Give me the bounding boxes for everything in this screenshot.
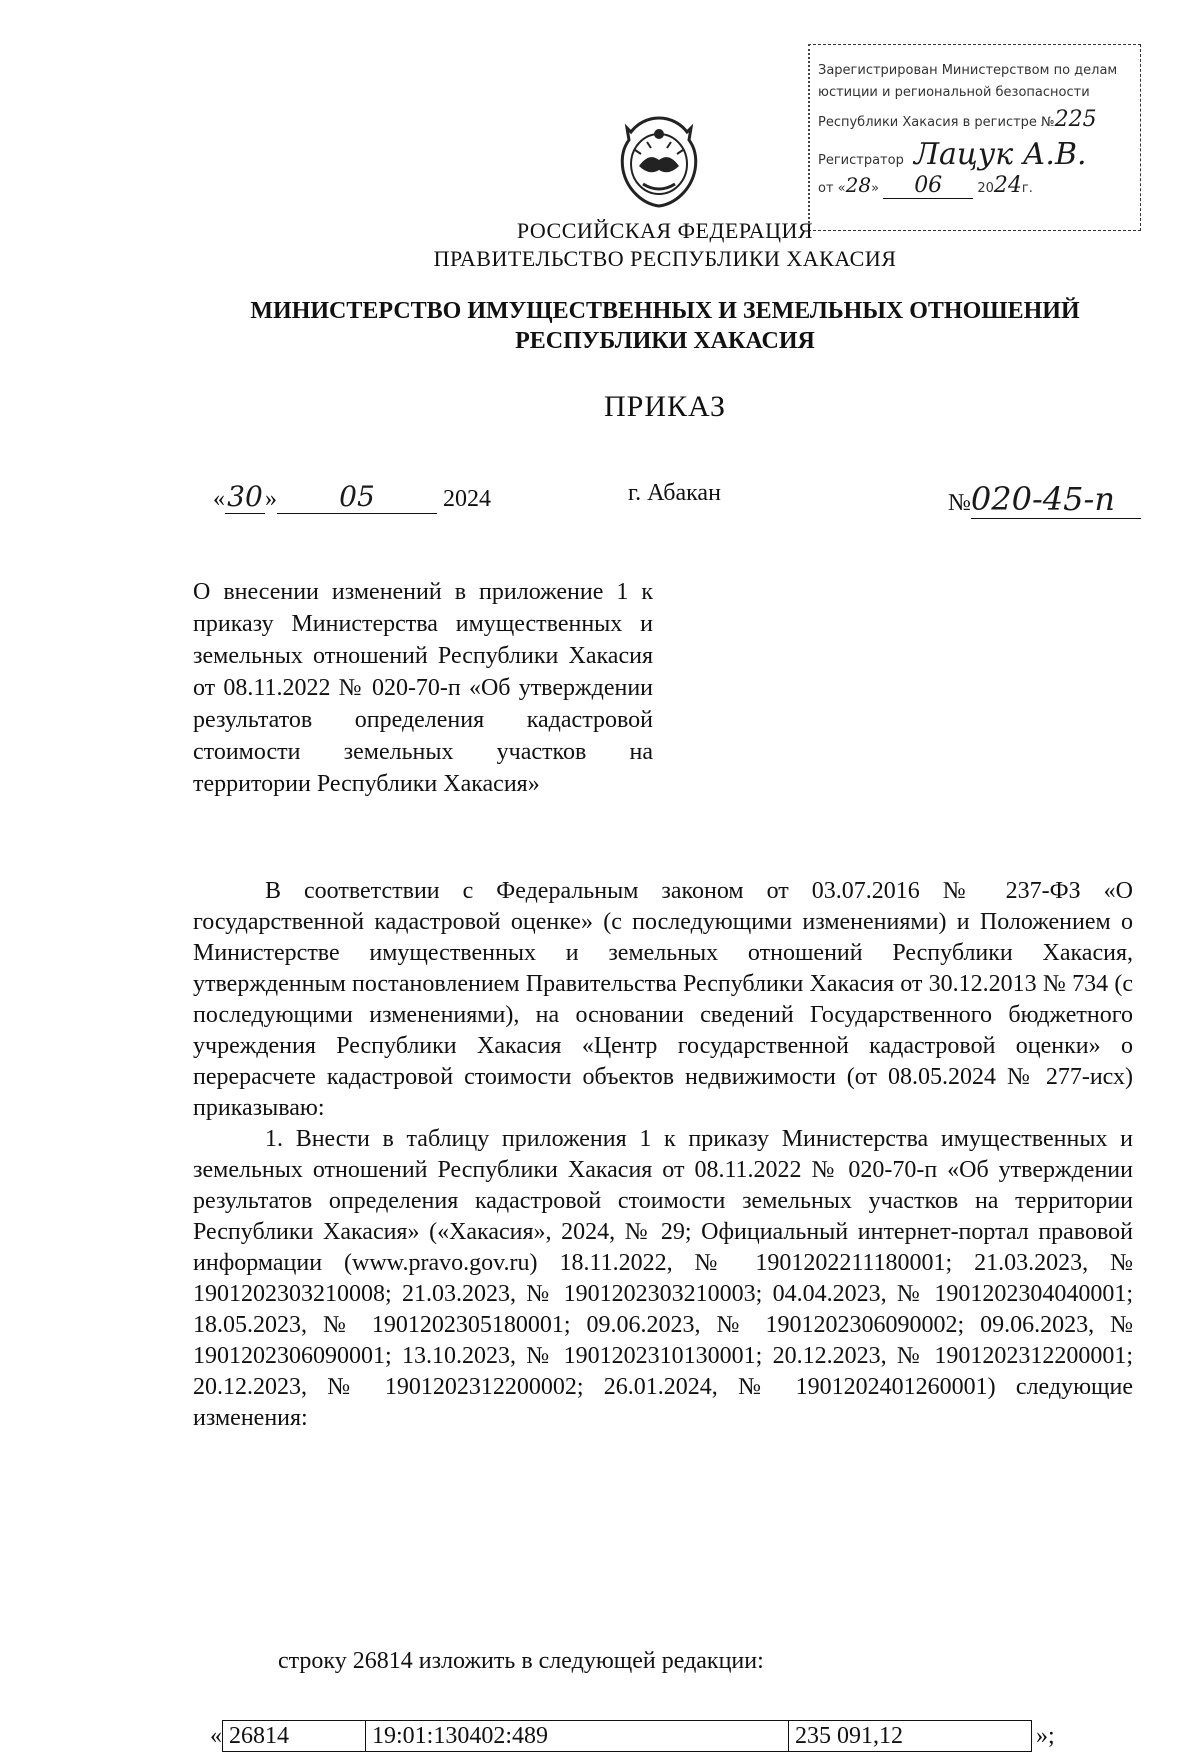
date-close-quote: » xyxy=(265,486,277,512)
stamp-line-2: юстиции и региональной безопасности xyxy=(818,85,1090,100)
government-heading: ПРАВИТЕЛЬСТВО РЕСПУБЛИКИ ХАКАСИЯ xyxy=(433,246,897,271)
stamp-date-year-suffix: 24 xyxy=(993,173,1022,198)
table-close: »; xyxy=(1036,1722,1055,1749)
stamp-line-1: Зарегистрирован Министерством по делам xyxy=(818,63,1118,78)
order-city: г. Абакан xyxy=(628,480,721,506)
amendment-table xyxy=(222,1720,1032,1752)
table-row xyxy=(223,1721,1032,1752)
stamp-date-row xyxy=(818,173,1033,199)
stamp-date-day: 28 xyxy=(845,173,872,197)
ministry-title-line-2: РЕСПУБЛИКИ ХАКАСИЯ xyxy=(515,328,815,354)
registration-stamp xyxy=(808,44,1141,231)
stamp-date-year-unit: г. xyxy=(1021,181,1033,196)
stamp-register-number: 225 xyxy=(1054,107,1097,132)
order-number-block xyxy=(948,480,1141,519)
stamp-registrar-label: Регистратор xyxy=(818,153,904,168)
order-body xyxy=(193,876,1133,1434)
order-month: 05 xyxy=(277,480,437,514)
stamp-registrar-row xyxy=(818,137,1087,172)
table-cell-row-number: 26814 xyxy=(223,1721,366,1752)
document-type-heading: ПРИКАЗ xyxy=(604,390,726,423)
stamp-register-prefix: Республики Хакасия в регистре № xyxy=(818,115,1055,130)
stamp-date-month: 06 xyxy=(883,173,973,199)
coat-of-arms-emblem xyxy=(617,114,701,210)
stamp-date-year-prefix: 20 xyxy=(977,181,994,196)
number-sign: № xyxy=(948,490,971,516)
stamp-line-3 xyxy=(818,107,1097,132)
amendment-table-block xyxy=(210,1720,1055,1752)
stamp-date-quote: » xyxy=(871,181,880,196)
body-paragraph-1: В соответствии с Федеральным законом от 03.07.2016 № 237-ФЗ «О государственной кадастровой оценке» (с последующими изменениями) и Положением о Министерстве имущественных и земельных отношений Республики Хакасия, утвержденным постановлением Правительства Республики Хакасия от 30.12.2013 № 734 (с последующими изменениями), на основании сведений Государственного бюджетного учреждения Республики Хакасия «Центр государственной кадастровой оценки» о перерасчете кадастровой стоимости объектов недвижимости (от 08.05.2024 № 277-исх) приказываю: xyxy=(193,878,1133,1121)
table-cell-cadastral-value: 235 091,12 xyxy=(789,1721,1032,1752)
order-subject: О внесении изменений в приложение 1 к приказу Министерства имущественных и земельных отношений Республики Хакасия от 08.11.2022 № 020-70-п «Об утверждении результатов определения кадастровой стоимости земельных участков на территории Республики Хакасия» xyxy=(193,579,653,797)
ministry-title xyxy=(0,296,1200,356)
stamp-date-prefix: от « xyxy=(818,181,846,196)
order-number: 020-45-п xyxy=(971,480,1141,519)
ministry-title-line-1: МИНИСТЕРСТВО ИМУЩЕСТВЕННЫХ И ЗЕМЕЛЬНЫХ ОТНОШЕНИЙ xyxy=(250,298,1080,324)
table-cell-cadastral-number: 19:01:130402:489 xyxy=(366,1721,789,1752)
date-open-quote: « xyxy=(213,486,225,512)
row-instruction: строку 26814 изложить в следующей редакции: xyxy=(278,1648,764,1674)
order-year: 2024 xyxy=(443,486,491,512)
order-date xyxy=(213,480,491,514)
table-open-quote: « xyxy=(210,1722,222,1749)
body-paragraph-2: 1. Внести в таблицу приложения 1 к приказу Министерства имущественных и земельных отношений Республики Хакасия от 08.11.2022 № 020-70-п «Об утверждении результатов определения кадастровой стоимости земельных участков на территории Республики Хакасия» («Хакасия», 2024, № 29; Официальный интернет-портал правовой информации (www.pravo.gov.ru) 18.11.2022, № 1901202211180001; 21.03.2023, № 1901202303210008; 21.03.2023, № 1901202303210003; 04.04.2023, № 1901202304040001; 18.05.2023, № 1901202305180001; 09.06.2023, № 1901202306090002; 09.06.2023, № 1901202306090001; 13.10.2023, № 1901202310130001; 20.12.2023, № 1901202312200001; 20.12.2023, № 1901202312200002; 26.01.2024, № 1901202401260001) следующие изменения: xyxy=(193,1126,1133,1431)
country-heading: РОССИЙСКАЯ ФЕДЕРАЦИЯ xyxy=(516,218,814,243)
order-day: 30 xyxy=(225,480,265,514)
registrar-signature: Лацук А.В. xyxy=(913,137,1087,172)
